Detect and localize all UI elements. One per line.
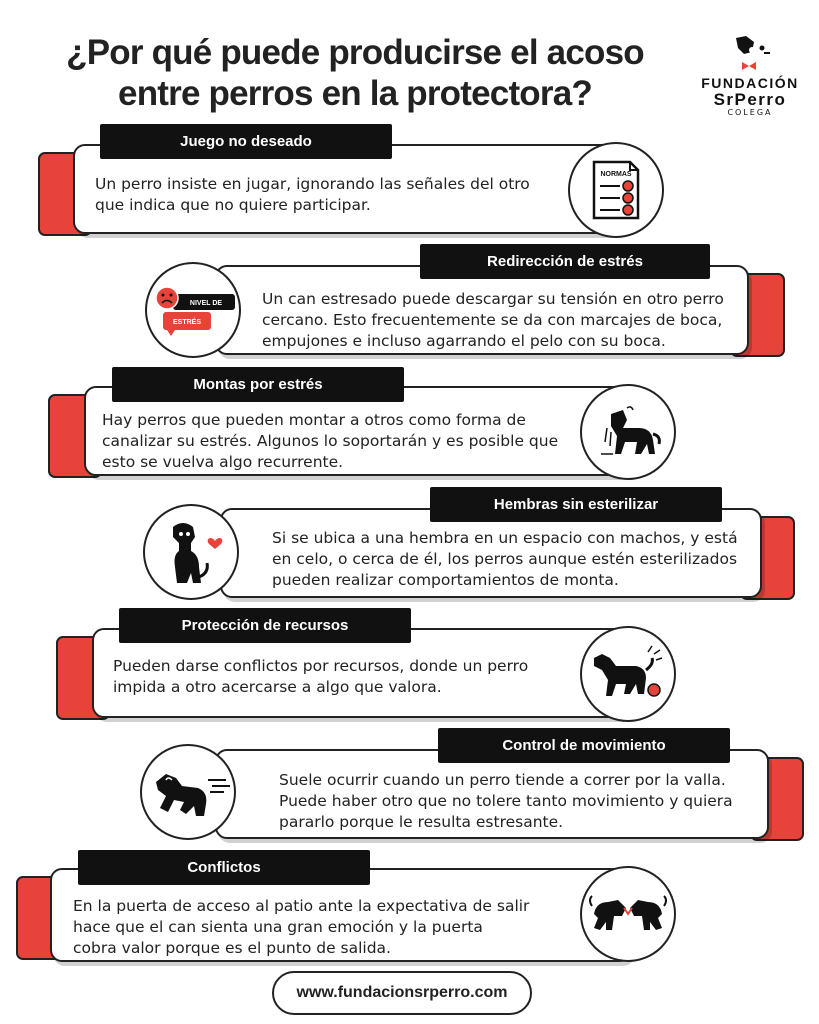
stressed-dog-icon	[580, 384, 676, 480]
item-label: Protección de recursos	[119, 608, 411, 643]
dog-guarding-ball-icon	[580, 626, 676, 722]
text-line: En la puerta de acceso al patio ante la expectativa de salir	[73, 897, 530, 915]
dog-heart-icon	[143, 504, 239, 600]
text-line: pararlo porque le resulta estresante.	[279, 813, 564, 831]
text-line: impida a otro acercarse a algo que valora.	[113, 678, 442, 696]
text-line: esto se vuelva algo recurrente.	[102, 453, 344, 471]
logo-line-3: COLEGA	[727, 108, 773, 117]
text-line: empujones e incluso agarrando el pelo con su boca.	[262, 332, 666, 350]
item-text	[113, 656, 583, 698]
logo-line-2: SrPerro	[713, 90, 787, 109]
logo	[690, 34, 810, 126]
item-text	[102, 410, 582, 473]
item-text	[95, 174, 565, 216]
text-line: que indica que no quiere participar.	[95, 196, 371, 214]
text-line: pueden realizar comportamientos de monta.	[272, 571, 619, 589]
text-line: Puede haber otro que no tolere tanto movimiento y quiera	[279, 792, 733, 810]
stress-icon-text-2: ESTRÉS	[172, 319, 202, 326]
text-line: Suele ocurrir cuando un perro tiende a correr por la valla.	[279, 771, 726, 789]
item-label: Juego no deseado	[100, 124, 392, 159]
text-line: Hay perros que pueden montar a otros como forma de	[102, 411, 526, 429]
text-line: Si se ubica a una hembra en un espacio con machos, y está	[272, 529, 738, 547]
item-label: Montas por estrés	[112, 367, 404, 402]
item-label: Redirección de estrés	[420, 244, 710, 279]
dog-logo-icon	[730, 34, 770, 74]
logo-line-1: FUNDACIÓN	[701, 75, 799, 91]
page-title	[30, 32, 680, 114]
stress-level-icon	[145, 262, 241, 358]
running-dog-icon	[140, 744, 236, 840]
item-label: Hembras sin esterilizar	[430, 487, 722, 522]
rules-icon-text: NORMAS	[600, 171, 632, 178]
text-line: Pueden darse conflictos por recursos, donde un perro	[113, 657, 529, 675]
text-line: en celo, o cerca de él, los perros aunque estén esterilizados	[272, 550, 738, 568]
item-label: Conflictos	[78, 850, 370, 885]
item-text	[262, 289, 742, 352]
item-text	[272, 528, 752, 591]
text-line: canalizar su estrés. Algunos lo soportarán y es posible que	[102, 432, 559, 450]
text-line: cercano. Esto frecuentemente se da con marcajes de boca,	[262, 311, 723, 329]
text-line: hace que el can sienta una gran emoción y la puerta	[73, 918, 483, 936]
text-line: cobra valor porque es el punto de salida.	[73, 939, 391, 957]
title-line-2: entre perros en la protectora?	[118, 74, 592, 113]
item-label: Control de movimiento	[438, 728, 730, 763]
text-line: Un can estresado puede descargar su tensión en otro perro	[262, 290, 724, 308]
text-line: Un perro insiste en jugar, ignorando las señales del otro	[95, 175, 530, 193]
item-text	[279, 770, 759, 833]
dogs-fighting-icon	[580, 866, 676, 962]
stress-icon-text-1: NIVEL DE	[189, 300, 223, 307]
rules-checklist-icon	[568, 142, 664, 238]
website-link[interactable]: www.fundacionsrperro.com	[272, 971, 532, 1015]
title-line-1: ¿Por qué puede producirse el acoso	[66, 33, 644, 72]
item-text	[73, 896, 573, 959]
